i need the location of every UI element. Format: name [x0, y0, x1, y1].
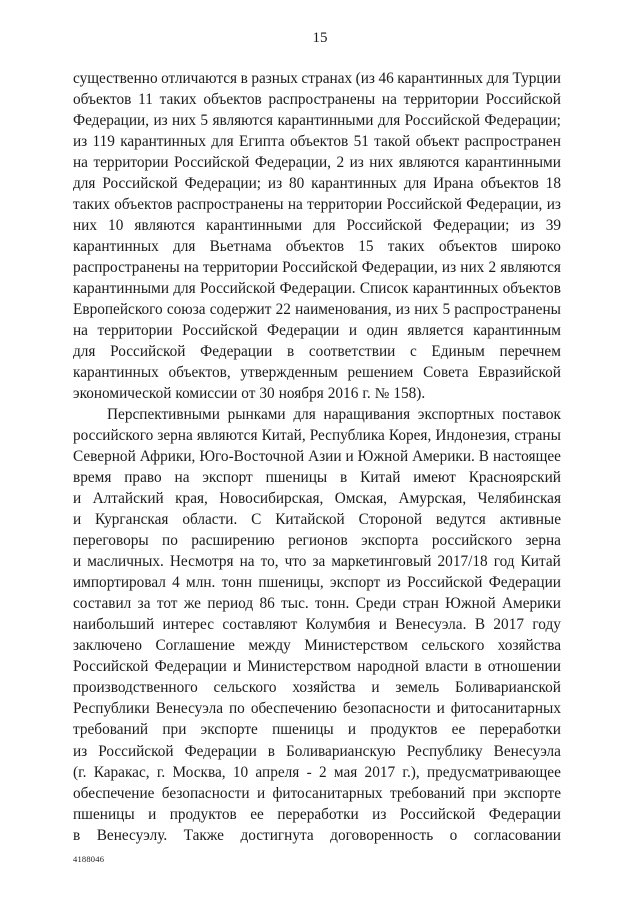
text-line: из 119 карантинных для Египта объектов 51 такой объект распространен — [73, 133, 561, 151]
text-line: российского зерна являются Китай, Республика Корея, Индонезия, страны — [73, 427, 561, 445]
text-line: карантинных объектов, утвержденным решением Совета Евразийской — [73, 364, 561, 382]
text-line: Республики Венесуэла по обеспечению безопасности и фитосанитарных — [73, 700, 561, 718]
text-line: в Венесуэлу. Также достигнута договоренность о согласовании — [73, 826, 561, 844]
text-line: и Курганская области. С Китайской Стороной ведутся активные — [73, 511, 561, 529]
text-line: на территории Российской Федерации, 2 из них являются карантинными — [73, 154, 561, 172]
text-line: из Российской Федерации в Боливарианскую Республику Венесуэла — [73, 742, 561, 760]
text-line: объектов 11 таких объектов распространены на территории Российской — [73, 91, 561, 109]
text-line: пшеницы и продуктов ее переработки из Российской Федерации — [73, 805, 561, 823]
text-line: экономической комиссии от 30 ноября 2016 г. № 158). — [73, 385, 426, 403]
text-line: производственного сельского хозяйства и земель Боливарианской — [73, 679, 561, 697]
text-line: наибольший интерес составляют Колумбия и Венесуэла. В 2017 году — [73, 616, 561, 634]
document-code: 4188046 — [73, 854, 105, 864]
text-line: для Российской Федерации в соответствии с Единым перечнем — [73, 343, 561, 361]
text-line: Российской Федерации и Министерством народной власти в отношении — [73, 658, 561, 676]
text-line: карантинными для Российской Федерации. Список карантинных объектов — [73, 280, 561, 298]
body-text — [73, 68, 561, 846]
page-number: 15 — [312, 30, 328, 46]
text-line: Европейского союза содержит 22 наименования, из них 5 распространены — [73, 301, 561, 319]
text-line: импортировал 4 млн. тонн пшеницы, экспорт из Российской Федерации — [73, 574, 561, 592]
text-line: (г. Каракас, г. Москва, 10 апреля - 2 мая 2017 г.), предусматривающее — [73, 763, 561, 781]
text-line: Перспективными рынками для наращивания экспортных поставок — [107, 406, 561, 424]
text-line: требований при экспорте пшеницы и продуктов ее переработки — [73, 721, 561, 739]
text-line: время право на экспорт пшеницы в Китай имеют Красноярский — [73, 469, 561, 487]
text-line: и Алтайский края, Новосибирская, Омская, Амурская, Челябинская — [73, 490, 561, 508]
text-line: и масличных. Несмотря на то, что за маркетинговый 2017/18 год Китай — [73, 553, 561, 571]
text-line: переговоры по расширению регионов экспорта российского зерна — [73, 532, 561, 550]
text-line: таких объектов распространены на территории Российской Федерации, из — [73, 196, 561, 214]
text-line: для Российской Федерации; из 80 карантинных для Ирана объектов 18 — [73, 175, 561, 193]
text-line: Северной Африки, Юго-Восточной Азии и Южной Америки. В настоящее — [73, 448, 561, 466]
text-line: существенно отличаются в разных странах (из 46 карантинных для Турции — [73, 70, 561, 87]
text-line: заключено Соглашение между Министерством сельского хозяйства — [73, 637, 561, 655]
text-line: составил за тот же период 86 тыс. тонн. Среди стран Южной Америки — [73, 595, 561, 613]
text-line: распространены на территории Российской Федерации, из них 2 являются — [73, 259, 561, 277]
text-line: карантинных для Вьетнама объектов 15 таких объектов широко — [73, 238, 561, 256]
text-line: них 10 являются карантинными для Российской Федерации; из 39 — [73, 217, 561, 235]
text-line: Федерации, из них 5 являются карантинными для Российской Федерации; — [73, 112, 561, 130]
text-line: обеспечение безопасности и фитосанитарных требований при экспорте — [73, 784, 561, 802]
text-line: на территории Российской Федерации и один является карантинным — [73, 322, 561, 340]
